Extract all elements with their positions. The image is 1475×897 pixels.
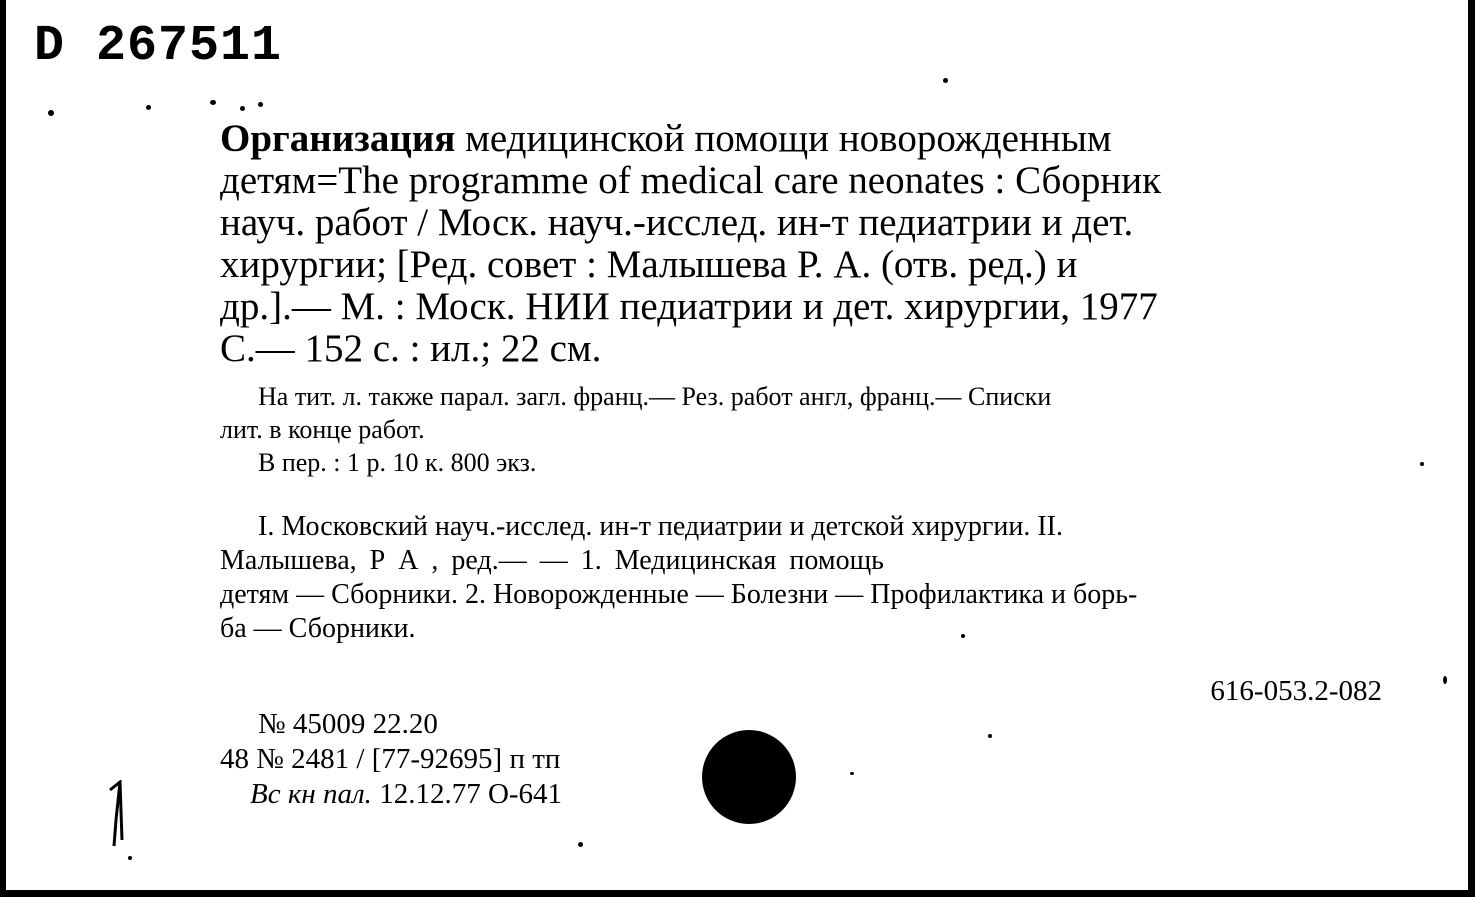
entry-line-4: хирургии; [Ред. совет : Малышева Р. А. (отв. ред.) и (220, 243, 1078, 286)
punch-hole-dot (702, 730, 796, 824)
speck-11 (1443, 676, 1447, 684)
subject-line-1: I. Московский науч.-исслед. ин-т педиатрии и детской хирургии. II. (258, 511, 1063, 542)
speck-9 (988, 734, 992, 738)
speck-4 (240, 106, 245, 111)
imprint-block (220, 707, 562, 812)
speck-13 (128, 856, 132, 860)
imprint-italic-text: Вс кн пал. (250, 778, 372, 810)
speck-1 (48, 110, 54, 116)
speck-3 (210, 100, 216, 105)
note-line-1: На тит. л. также парал. загл. франц.— Рез. работ англ, франц.— Списки (258, 382, 1052, 411)
speck-10 (578, 842, 583, 847)
bibliographic-entry (220, 118, 1387, 370)
note-line-2: лит. в конце работ. (220, 415, 425, 444)
entry-title-rest: медицинской помощи новорожденным (455, 117, 1112, 160)
price-text: В пер. : 1 р. 10 к. 800 экз. (258, 448, 537, 477)
speck-8 (961, 634, 965, 638)
speck-12 (850, 772, 854, 775)
entry-title-lead: Организация (220, 117, 456, 160)
subject-line-2: Малышева, Р А , ред.— — 1. Медицинская помощь (220, 545, 884, 576)
catalog-id-stamp: D 267511 (34, 18, 283, 75)
entry-line-3: науч. работ / Моск. науч.-исслед. ин-т педиатрии и дет. (220, 201, 1134, 244)
udc-code: 616-053.2-082 (1210, 675, 1382, 707)
entry-line-2: детям=The programme of medical care neonates : Сборник (220, 159, 1162, 202)
handwritten-mark-icon (102, 780, 132, 850)
note-parallel-title (220, 380, 1387, 446)
entry-line-6: С.— 152 с. : ил.; 22 см. (220, 327, 602, 370)
imprint-line-1: № 45009 22.20 (258, 708, 438, 740)
subject-line-4: ба — Сборники. (220, 613, 416, 644)
speck-6 (943, 78, 948, 83)
catalog-card (6, 0, 1470, 890)
imprint-line-3-rest: 12.12.77 О-641 (371, 778, 563, 810)
imprint-line-3 (220, 777, 562, 812)
entry-line-1 (220, 118, 1387, 160)
subject-headings (220, 510, 1387, 646)
speck-5 (258, 102, 263, 107)
note-price (220, 446, 1387, 479)
subject-line-3: детям — Сборники. 2. Новорожденные — Болезни — Профилактика и борь- (220, 579, 1138, 610)
speck-7 (1420, 462, 1424, 466)
speck-2 (146, 105, 151, 110)
entry-line-5: др.].— М. : Моск. НИИ педиатрии и дет. хирургии, 1977 (220, 285, 1158, 328)
imprint-line-2: 48 № 2481 / [77-92695] п тп (220, 743, 561, 775)
